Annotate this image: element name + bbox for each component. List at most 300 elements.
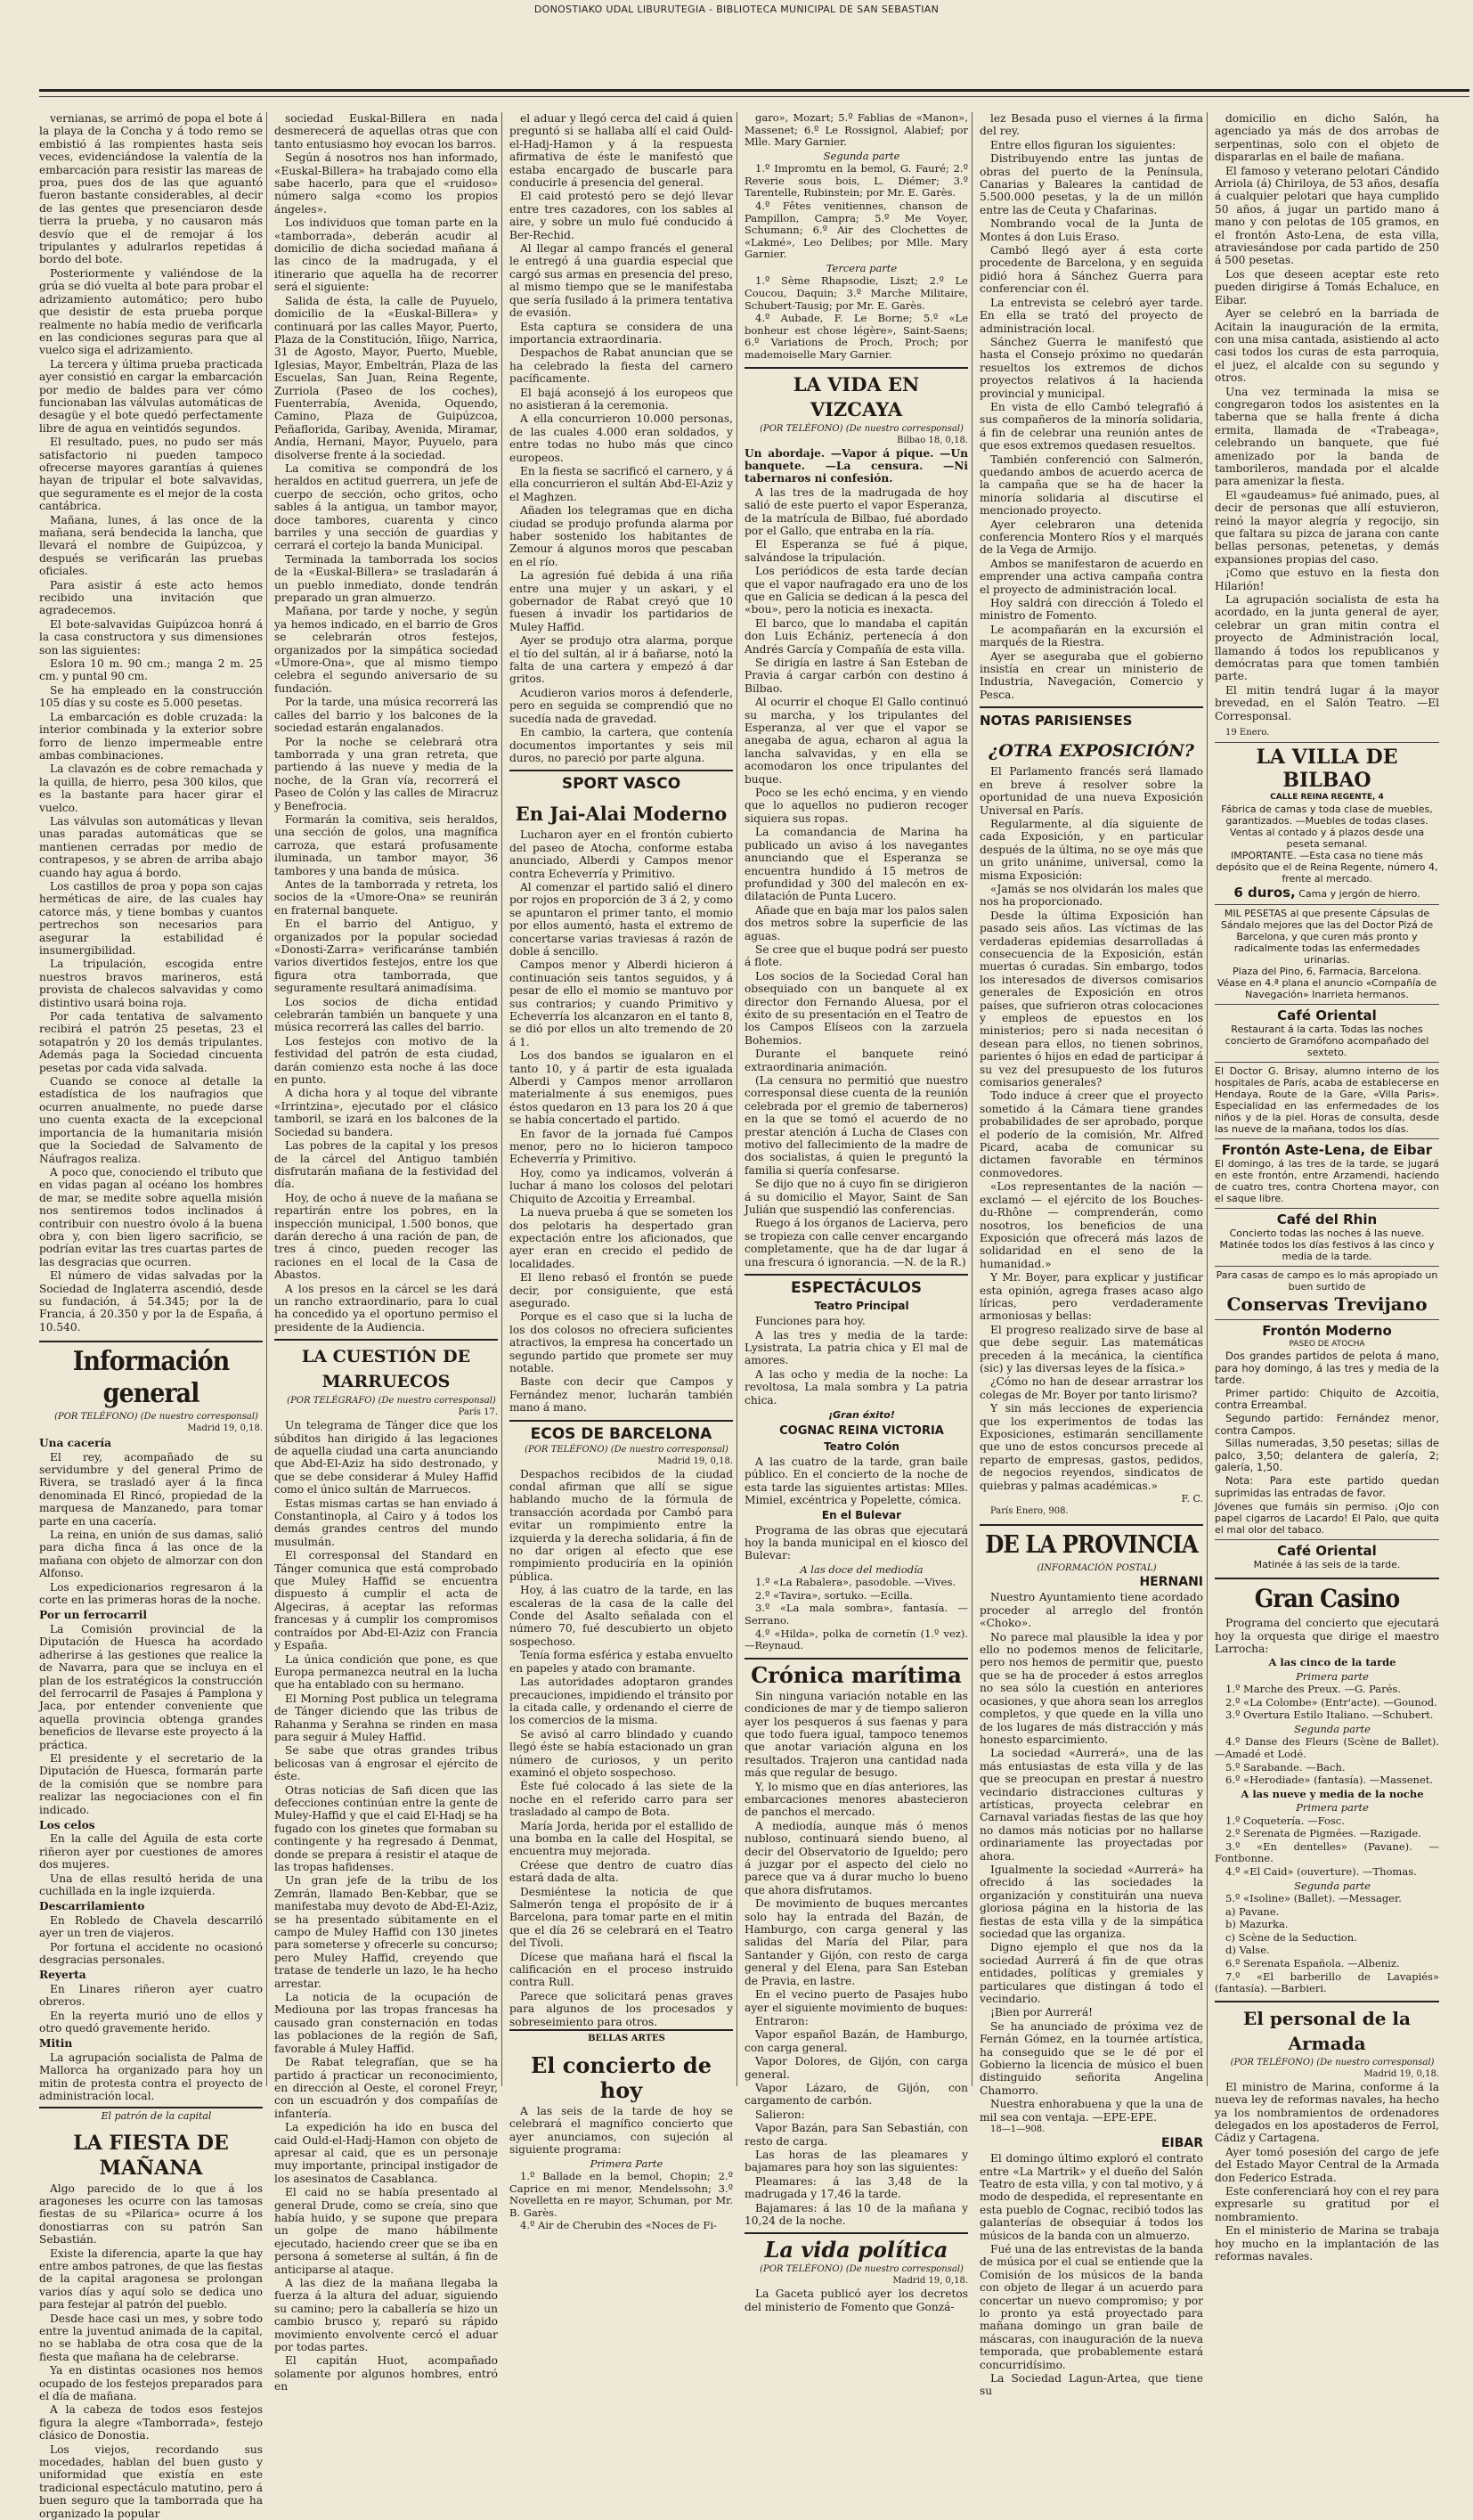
library-credit: DONOSTIAKO UDAL LIBURUTEGIA - BIBLIOTECA MUNICIPAL DE SAN SEBASTIAN (0, 4, 1473, 15)
notas-date: París Enero, 908. (980, 1506, 1203, 1517)
program-item: 1.º Impromtu en la bemol, G. Fauré; 2.º Reverie sous bois, L. Diémer; 3.º Tarentelle, Rubinstein; por Mr. E. Garès. (745, 163, 968, 200)
paragraph: Nombrando vocal de la Junta de Montes á don Luis Eraso. (980, 217, 1203, 243)
paragraph: Eslora 10 m. 90 cm.; manga 2 m. 25 cm. y puntal 90 cm. (39, 657, 263, 683)
paragraph: Formarán la comitiva, seis heraldos, una sección de golos, una magnífica carroza, que estará profusamente iluminada, un tambor mayor, 36 tambores y una banda de música. (274, 813, 498, 877)
paragraph: domicilio en dicho Salón, ha agenciado ya más de dos arrobas de serpentinas, solo con el objeto de dispararlas en el baile de mañana. (1215, 112, 1439, 164)
paragraph: Créese que dentro de cuatro días estará dada de alta. (509, 1859, 733, 1885)
paragraph: La noticia de la ocupación de Mediouna por las tropas francesas ha causado gran consternación en todas las poblaciones de la región de Safi, favorable á Muley Haffid. (274, 1991, 498, 2055)
program-item: 6.º «Herodiade» (fantasía). —Massenet. (1215, 1774, 1439, 1787)
info-item-text: El rey, acompañado de su servidumbre y del general Primo de Rivera, se trasladó ayer á la finca denominada El Rincó, propiedad de la marquesa de Manzanedo, para tomar parte en una cacería. (39, 1451, 263, 1528)
program-item: 4.º «Hilda», polka de cornetín (1.º vez). —Reynaud. (745, 1628, 968, 1652)
bellas-kicker: BELLAS ARTES (509, 2029, 733, 2044)
ecos-subheading: (POR TELÉFONO) (De nuestro corresponsal) (509, 1445, 733, 1456)
paragraph: Añade que en baja mar los palos salen dos metros sobre la superficie de las aguas. (745, 904, 968, 942)
fm-line: Primer partido: Chiquito de Azcoitia, contra Erreambal. (1215, 1388, 1439, 1412)
paragraph: Una vez terminada la misa se congregaron todos los asistentes en la taberna que se halla frente á dicha ermita, llamada de «Trabeaga», celebrando un banquete, que fué amenizado por la banda de tamborileros, mandada por el alcalde para amenizar la fiesta. (1215, 386, 1439, 488)
politica-article (980, 112, 1203, 701)
paragraph: Según á nosotros nos han informado, «Euskal-Billera» ha trabajado como ella sabe hacerlo, para que el «ruidoso» número salga «como los propios ángeles». (274, 151, 498, 216)
paragraph: Ayer tomó posesión del cargo de jefe del Estado Mayor Central de la Armada don Federico Estrada. (1215, 2146, 1439, 2184)
paragraph: «Los representantes de la nación — exclamó — el ejército de los Bouches-du-Rhône — comprenderán, como nosotros, los beneficios de una Exposición que ofrecerá más lazos de solidaridad en el seno de la humanidad.» (980, 1180, 1203, 1270)
paragraph: Hoy, á las cuatro de la tarde, en las escaleras de la casa de la calle del Conde del Asalto señalada con el número 70, fué descubierto un objeto sospechoso. (509, 1584, 733, 1648)
program-item: 1.º «La Rabalera», pasodoble. —Vives. (745, 1577, 968, 1589)
paragraph: Vapor español Bazán, de Hamburgo, con carga general. (745, 2028, 968, 2054)
column-6 (1215, 112, 1443, 2086)
paragraph: Las horas de las pleamares y bajamares para hoy son las siguientes: (745, 2149, 968, 2174)
paragraph: Hoy saldrá con dirección á Toledo el ministro de Fomento. (980, 597, 1203, 623)
paragraph: Ayer se celebró en la barriada de Acitain la inauguración de la ermita, con una misa cantada, asistiendo al acto casi todos los curas de esta parroquia, el juez, el alcalde con su segundo y otros. (1215, 307, 1439, 384)
paragraph: Los castillos de proa y popa son cajas herméticas de aire, de las cuales hay catorce más, y tiene bombas y cuantos pertrechos son necesarios para asegurar la estabilidad é insumergibilidad. (39, 880, 263, 957)
paragraph: Se ha empleado en la construcción 105 días y su coste es 5.000 pesetas. (39, 684, 263, 710)
paragraph: Igualmente la sociedad «Aurrerá» ha ofrecido á las sociedades la organización y constituirán una nueva gloriosa página en la historia de las fiestas de esta villa y de la simpática sociedad que las organiza. (980, 1863, 1203, 1940)
paragraph: Lucharon ayer en el frontón cubierto del paseo de Atocha, conforme estaba anunciado, Alberdi y Campos menor contra Echeverría y Primitivo. (509, 828, 733, 880)
program-item: 7.º «El barberillo de Lavapiés» (fantasía). —Barbieri. (1215, 1971, 1439, 1995)
paragraph: El progreso realizado sirve de base al que debe seguir. Las matemáticas preceden á la mecánica, la científica (sic) y las diversas leyes de la física.» (980, 1324, 1203, 1375)
concert-part-3: Tercera parte (745, 262, 968, 274)
notas-signoff: F. C. (980, 1493, 1203, 1505)
vida-dateline: Madrid 19, 0,18. (745, 2276, 968, 2287)
paragraph: Este conferenciará hoy con el rey para expresarle su gratitud por el nombramiento. (1215, 2185, 1439, 2223)
paragraph: Durante el banquete reinó extraordinaria animación. (745, 1048, 968, 1073)
provincia-article (980, 1591, 1203, 2124)
program-item: 2.º «Tavira», sortuko. —Ecilla. (745, 1590, 968, 1603)
cafe2-text: Matinée á las seis de la tarde. (1215, 1559, 1439, 1570)
paragraph: En vista de ello Cambó telegrafió á sus compañeros de la minoría solidaria, á fin de celebrar una reunión antes de que esos extremos quedasen resueltos. (980, 401, 1203, 453)
paragraph: Las pobres de la capital y los presos de la cárcel del Antiguo también disfrutarán mañana de la festividad del día. (274, 1139, 498, 1191)
casino-part-2: Segunda parte (1215, 1723, 1439, 1735)
paragraph: Los individuos que toman parte en la «tamborrada», deberán acudir al domicilio de dicha sociedad mañana á las cinco de la madrugada, y el itinerario que aquella ha de recorrer será el siguiente: (274, 216, 498, 293)
column-3 (509, 112, 737, 2086)
paragraph: María Jorda, herida por el estallido de una bomba en la calle del Hospital, se encuentra muy mejorada. (509, 1820, 733, 1858)
paragraph: Ruego á los órganos de Lacierva, pero se tropieza con calle cenver encargando completamente, que ha de dar lugar á una frescura ó ignorancia. —N. de la R.) (745, 1217, 968, 1268)
bulevar-heading: En el Bulevar (745, 1508, 968, 1523)
paragraph: lez Besada puso el viernes á la firma del rey. (980, 112, 1203, 138)
caid-article (509, 112, 733, 764)
program-item: 2.º Serenata de Pigmées. —Razigade. (1215, 1828, 1439, 1840)
paragraph: Porque es el caso que si la lucha de los dos colosos no ofreciera suficientes atractivos, la empresa ha concertado un segundo partido que promete ser muy notable. (509, 1310, 733, 1374)
info-item-text: En Linares riñeron ayer cuatro obreros. (39, 1983, 263, 2009)
paragraph: Los socios de dicha entidad celebrarán también un banquete y una música recorrerá las calles del barrio. (274, 996, 498, 1034)
cognac-ad: COGNAC REINA VICTORIA (745, 1423, 968, 1439)
concert-part-2: Segunda parte (745, 150, 968, 162)
paragraph: El barco, que lo mandaba el capitán don Luis Echániz, pertenecía á don Andrés García y Compañía de esta villa. (745, 617, 968, 656)
info-heading: Información general (39, 1341, 263, 1410)
info-item-text: En la calle del Águila de esta corte riñeron ayer por cuestiones de amores dos mujeres. (39, 1832, 263, 1871)
paragraph: (La censura no permitió que nuestro corresponsal diese cuenta de la reunión celebrada por el gremio de taberneros) en la que se tomó el acuerdo de no prestar atención á Lucha de Clases con motivo del fallecimiento de la madre de dos socialistas, á quien le preguntó la familia si quería confesarse. (745, 1074, 968, 1177)
colon-text: A las cuatro de la tarde, gran baile público. En el concierto de la noche de esta tarde las siguientes artistas: Mlles. Mimiel, excéntrica y Popelette, cómica. (745, 1456, 968, 1507)
concert-program-2 (745, 163, 968, 261)
paragraph: De movimiento de buques mercantes solo hay la entrada del Bazán, de Hamburgo, con carga general y las salidas del María del Pilar, para Santander y Gijón, con resto de carga general y del Elena, para San Esteban de Pravia, en lastre. (745, 1897, 968, 1987)
paragraph: El lleno rebasó el frontón se puede decir, por consiguiente, que está asegurado. (509, 1271, 733, 1309)
column-2 (274, 112, 502, 2086)
cronica-article (745, 1690, 968, 2228)
paragraph: Se dirigía en lastre á San Esteban de Pravia á cargar carbón con destino á Bilbao. (745, 657, 968, 695)
theatre-principal: Teatro Principal (745, 1299, 968, 1314)
paragraph: El resultado, pues, no pudo ser más satisfactorio ni pueden tampoco ofrecerse mayores garantías á quienes hayan de tripular el bote salvavidas, que seguramente es el mejor de la costa cantábrica. (39, 436, 263, 512)
program-item: 2.º «La Colombe» (Entr'acte). —Gounod. (1215, 1697, 1439, 1709)
paragraph: Otras noticias de Safi dicen que las defecciones continúan entre la gente de Muley-Haffid y que el caid El-Hadj se ha fugado con los ginetes que formaban su contingente y ha regresado á Denmat, donde se prepara á resistir el ataque de las tropas hafidenses. (274, 1784, 498, 1874)
column-5 (980, 112, 1208, 2086)
fiesta-heading: LA FIESTA DE MAÑANA (39, 2127, 263, 2181)
info-items (39, 1437, 263, 2102)
program-item: 3.º «La mala sombra», fantasía. —Serrano. (745, 1603, 968, 1627)
ecos-dateline: Madrid 19, 0,18. (509, 1456, 733, 1467)
info-item-title: Los celos (39, 1819, 263, 1831)
info-item-text: La Comisión provincial de la Diputación de Huesca ha acordado adherirse á las gestiones que realice la de Navarra, para que se incluya en el plan de los estratégicos la construcción del ferrocarril de Pasajes á Pamplona y Jaca, por entender conveniente que aquella provincia obtenga grandes beneficios de llevarse este proyecto á la práctica. (39, 1623, 263, 1751)
paragraph: Despachos recibidos de la ciudad condal afirman que allí se sigue hablando mucho de la fórmula de transacción acordada por Cambó para evitar un rompimiento entre la izquierda y la derecha solidaria, á fin de no dar origen al efecto que ese rompimiento produciría en la opinión pública. (509, 1468, 733, 1584)
paragraph: La agrupación socialista de esta ha acordado, en la junta general de ayer, celebrar un gran mitin contra el proyecto de Administración local, llamando á todos los republicanos y demócratas para que tomen también parte. (1215, 593, 1439, 683)
paragraph: ¡Bien por Aurrerá! (980, 2006, 1203, 2018)
paragraph: Se cree que el buque podrá ser puesto á flote. (745, 943, 968, 969)
notas-heading: NOTAS PARISIENSES (980, 706, 1203, 730)
paragraph: Regularmente, al día siguiente de cada Exposición, y en particular después de la última, no se oye más que un grito unánime, universal, como la misma Exposición: (980, 818, 1203, 882)
program-item: 3.º Overtura Estilo Italiano. —Schubert. (1215, 1709, 1439, 1722)
paragraph: Poco se les echó encima, y en viendo que lo aquellos no pudieron recoger siquiera sus ropas. (745, 787, 968, 825)
paragraph: El domingo último exploró el contrato entre «La Martrik» y el dueño del Salón Teatro de esta villa, y con tal motivo, y á modo de despedida, el representante en esta pueblo de Cognac, recibió todos las galanterías de obsequiar á todos los músicos de la banda con un almuerzo. (980, 2152, 1203, 2242)
paragraph: Nuestro Ayuntamiento tiene acordado proceder al arreglo del frontón «Choko». (980, 1591, 1203, 1629)
villa-text-3: IMPORTANTE. —Esta casa no tiene más depósito que el de Reina Regente, número 4, frente al mercado. (1215, 850, 1439, 885)
program-item: 1.º Marche des Preux. —G. Parés. (1215, 1684, 1439, 1696)
doctor-ad (1215, 1062, 1439, 1135)
casino-session-1: A las cinco de la tarde (1215, 1656, 1439, 1668)
paragraph: Los que deseen aceptar este reto pueden dirigirse á Tomás Echaluce, en Eibar. (1215, 268, 1439, 306)
paragraph: La entrevista se celebró ayer tarde. En ella se trató del proyecto de administración local. (980, 297, 1203, 335)
bellas-intro: A las seis de la tarde de hoy se celebrará el magnífico concierto que ayer anunciamos, con sujeción al siguiente programa: (509, 2105, 733, 2157)
paragraph: La clavazón es de cobre remachada y la quilla, de hierro, pesa 300 kilos, que es la bastante para hacer girar el vuelco. (39, 763, 263, 814)
paragraph: «Jamás se nos olvidarán los males que nos ha proporcionado. (980, 883, 1203, 909)
paragraph: Le acompañarán en la excursión el marqués de la Riestra. (980, 624, 1203, 649)
paragraph: Desmiéntese la noticia de que Salmerón tenga el propósito de ir á Barcelona, para tomar parte en el mitin que el día 26 se celebrará en el Teatro del Tívoli. (509, 1886, 733, 1950)
paragraph: Entre ellos figuran los siguientes: (980, 139, 1203, 151)
paragraph: Y Mr. Boyer, para explicar y justificar esta opinión, agrega frases acaso algo líricas, pero verdaderamente armoniosas y bellas: (980, 1271, 1203, 1323)
villa-bilbao-ad (1215, 742, 1439, 901)
program-item: a) Pavane. (1215, 1906, 1439, 1919)
paragraph: Se avisó al carro blindado y cuando llegó éste se había estacionado un gran número de curiosos, y un perito examinó el objeto sospechoso. (509, 1728, 733, 1780)
fiesta-kicker: El patrón de la capital (39, 2107, 263, 2122)
paragraph: A ella concurrieron 10.000 personas, de las cuales 4.000 eran soldados, y entre todas no hubo más que cinco europeos. (509, 412, 733, 464)
paragraph: La nueva prueba á que se someten los dos pelotaris ha despertado gran expectación entre los aficionados, que ayer eran en crecido el pedido de localidades. (509, 1206, 733, 1270)
masthead-rule-thin (39, 96, 1469, 97)
paragraph: El número de vidas salvadas por la Sociedad de Inglaterra ascendió, desde su fundación, á 54.345; por la de Francia, á 20.350 y por la de España, á 10.540. (39, 1269, 263, 1333)
info-item-text: La agrupación socialista de Palma de Mallorca ha organizado para hoy un mitin de protesta contra el proyecto de administración local. (39, 2051, 263, 2103)
jovenes-text: Jóvenes que fumáis sin permiso. ¡Ojo con papel cigarros de Lacardo! El Palo, que quita el mal olor del tabaco. (1215, 1501, 1439, 1536)
paragraph: Por la tarde, una música recorrerá las calles del barrio y los balcones de la sociedad estarán engalanados. (274, 696, 498, 734)
paragraph: Ya en distintas ocasiones nos hemos ocupado de los festejos preparados para el día de mañana. (39, 2364, 263, 2402)
espectaculos-heading: ESPECTÁCULOS (745, 1274, 968, 1297)
program-item: 5.º Sarabande. —Bach. (1215, 1762, 1439, 1774)
paragraph: Las autoridades adoptaron grandes precauciones, impidiendo el tránsito por la citada calle, y ordenando el cierre de los comercios de la misma. (509, 1676, 733, 1727)
casino-program-4 (1215, 1893, 1439, 1995)
bellas-part: Primera Parte (509, 2157, 733, 2170)
paragraph: Esta captura se considera de una importancia extraordinaria. (509, 321, 733, 347)
casino-program-3 (1215, 1815, 1439, 1879)
fm-line: Segundo partido: Fernández menor, contra Campos. (1215, 1413, 1439, 1437)
paragraph: El bajá aconsejó á los europeos que no asistieran á la ceremonia. (509, 387, 733, 412)
espectaculos-list (745, 1315, 968, 1407)
paragraph: Ayer se produjo otra alarma, porque el tío del sultán, al ir á bañarse, notó la falta de una cartera y empezó á dar gritos. (509, 634, 733, 686)
armada-heading: El personal de la Armada (1215, 2001, 1439, 2056)
paragraph: La embarcación es doble cruzada: la interior combinada y la exterior sobre forro de lienzo impermeable entre ambas combinaciones. (39, 711, 263, 763)
info-item-text: Por fortuna el accidente no ocasionó desgracias personales. (39, 1941, 263, 1967)
cognac-kicker: ¡Gran éxito! (745, 1407, 968, 1423)
villa-address: CALLE REINA REGENTE, 4 (1215, 792, 1439, 803)
paragraph: Baste con decir que Campos y Fernández menor, lucharán también mano á mano. (509, 1375, 733, 1414)
paragraph: Despachos de Rabat anuncian que se ha celebrado la fiesta del carnero pacíficamente. (509, 347, 733, 385)
marruecos-heading: LA CUESTIÓN DE MARRUECOS (274, 1339, 498, 1394)
fm-subheading: PASEO DE ATOCHA (1215, 1339, 1439, 1350)
info-item-text: En Robledo de Chavela descarriló ayer un tren de viajeros. (39, 1914, 263, 1940)
fronton-moderno-ad (1215, 1319, 1439, 1536)
villa-price: 6 duros, (1233, 885, 1295, 901)
paragraph: El caid protestó pero se dejó llevar entre tres cazadores, con los sables al aire, y sobre un mulo fué conducido á Ber-Rechid. (509, 190, 733, 241)
boat-article (39, 112, 263, 1333)
eibar-article (980, 2152, 1203, 2398)
paragraph: A los presos en la cárcel se les dará un rancho extraordinario, para lo cual ha concedido ya el oportuno permiso el presidente de la Audiencia. (274, 1283, 498, 1334)
paragraph: Terminada la tamborrada los socios de la «Euskal-Billera» se trasladarán á un pueblo inmediato, donde tendrán preparado un gran almuerzo. (274, 553, 498, 605)
sandalo-text: MIL PESETAS al que presente Cápsulas de Sándalo mejores que las del Doctor Pizá de Barcelona, y que curen más pronto y radicalmente todas las enfermedades urinarias. (1215, 908, 1439, 966)
paragraph: A la cabeza de todos esos festejos figura la alegre «Tamborrada», festejo clásico de Donostia. (39, 2403, 263, 2442)
paragraph: La sociedad «Aurrerá», una de las más entusiastas de esta villa y de las que se preocupan en prestar á nuestro vecindario distracciones culturas y artísticas, proyecta celebrar en Carnaval variadas fiestas de las que hoy no damos más noticias por no hallarse ordinariamente las proyectadas por ahora. (980, 1747, 1203, 1863)
paragraph: La tripulación, escogida entre nuestros bravos marineros, está provista de chalecos salvavidas y como distintivo usará boina roja. (39, 958, 263, 1009)
marruecos-article (274, 1419, 498, 2393)
paragraph: vernianas, se arrimó de popa el bote á la playa de la Concha y á todo remo se embistió á las rompientes hasta seis veces, evidenciándose la valentía de la embarcación para resistir las mareas de proa, pues dos de las que aguantó fueron bastante considerables, al decir de las gentes que presenciaron desde tierra la prueba, y no causaron más desvío que el de remojar á los tripulantes y adulrarlos repetidas á bordo del bote. (39, 112, 263, 266)
paragraph: El «gaudeamus» fué animado, pues, al decir de personas que allí estuvieron, reinó la mayor alegría y regocijo, sin que faltara su pizca de jarana con cante bellas personas, petenetas, y demás expansiones propias del caso. (1215, 489, 1439, 566)
paragraph: Y sin más lecciones de experiencia que los experimentos de todas las Exposiciones, estimarán sencillamente que uno de estos concursos precede al reparto de empresas, gastos, pedidos, de negocios reyendos, sindicatos de quiebras y palmas académicas.» (980, 1402, 1203, 1492)
notas-subheading: ¿OTRA EXPOSICIÓN? (980, 735, 1203, 763)
vida-subheading: (POR TELÉFONO) (De nuestro corresponsal) (745, 2264, 968, 2275)
program-item: 4.º «El Caid» (ouverture). —Thomas. (1215, 1866, 1439, 1879)
program-item: 6.º Serenata Española. —Albeniz. (1215, 1958, 1439, 1970)
paragraph: A las tres de la madrugada de hoy salió de este puerto el vapor Esperanza, de la matrícula de Bilbao, fué abordado por el Gallo, que entraba en la ría. (745, 486, 968, 538)
paragraph: A poco que, conociendo el tributo que en vidas pagan al océano los hombres de mar, se medite sobre aquella misión nos sentiremos todos inclinados á contribuir con nuestro óvolo á la buena obra y, con bien ligero sacrificio, se podrían evitar las tres cuartas partes de las desgracias que ocurren. (39, 1166, 263, 1268)
sport-kicker: SPORT VASCO (509, 770, 733, 793)
paragraph: Se sabe que otras grandes tribus belicosas van á engrosar el ejército de éste. (274, 1744, 498, 1782)
sport-heading: En Jai-Alai Moderno (509, 798, 733, 827)
vizcaya-lead: Un abordaje. —Vapor á pique. —Un banquete. —La censura. —Ni tabernaros ni confesión. (745, 447, 968, 485)
eibar-heading: EIBAR (980, 2136, 1203, 2151)
paragraph: La agresión fué debida á una riña entre una mujer y un askari, y el gobernador de Rabat creyó que 10 fuesen á invadir los partidarios de Muley Haffid. (509, 569, 733, 633)
paragraph: Bajamares: á las 10 de la mañana y 10,24 de la noche. (745, 2202, 968, 2228)
paragraph: Por cada tentativa de salvamento recibirá el patrón 25 pesetas, 23 el sotapatrón y 20 los demás tripulantes. Además paga la Sociedad cincuenta pesetas por cada vida salvada. (39, 1010, 263, 1074)
program-item: 1.º Coquetería. —Fosc. (1215, 1815, 1439, 1828)
paragraph: El famoso y veterano pelotari Cándido Arriola (á) Chiriloya, de 53 años, desafía á cualquier pelotari que haya cumplido 50 años, á jugar un partido mano á mano y con pelotas de 105 gramos, en el frontón Asto-Lena, de esta villa, atraviesándose por cada partido de 250 á 500 pesetas. (1215, 165, 1439, 267)
vida-heading: La vida política (745, 2232, 968, 2263)
paragraph: Los periódicos de esta tarde decían que el vapor naufragado era uno de los que en Galicia se dedican á la pesca del «bou», pero la noticia es inexacta. (745, 565, 968, 616)
paragraph: A las diez de la mañana llegaba la fuerza á la altura del aduar, siguiendo su camino; pero la caballería se hizo un cambio brusco y, reparó su rápido movimiento envolvente cercó el aduar por todas partes. (274, 2277, 498, 2353)
paragraph: A mediodía, aunque más ó menos nubloso, continuará siendo bueno, al decir del Observatorio de Igueldo; pero á juzgar por el aspecto del cielo no parece que va á durar mucho lo bueno que ahora disfrutamos. (745, 1820, 968, 1896)
paragraph: En la fiesta se sacrificó el carnero, y á ella concurrieron el sultán Abd-El-Aziz y el Maghzen. (509, 465, 733, 503)
casino-heading: Gran Casino (1215, 1578, 1439, 1615)
casino-part-4: Segunda parte (1215, 1880, 1439, 1892)
paragraph: Éste fué colocado á las siete de la noche en el referido carro para ser trasladado al campo de Bota. (509, 1780, 733, 1818)
paragraph: Hoy, como ya indicamos, volverán á luchar á mano los colosos del pelotari Chiquito de Azcoitia y Erreambal. (509, 1167, 733, 1205)
paragraph: Los festejos con motivo de la festividad del patrón de esta ciudad, darán comienzo esta noche á las doce en punto. (274, 1035, 498, 1087)
info-item-text: Los expedicionarios regresaron á la corte en las primeras horas de la noche. (39, 1581, 263, 1607)
bulevar-text: Programa de las obras que ejecutará hoy la banda municipal en el kiosco del Bulevar: (745, 1524, 968, 1562)
column-1 (39, 112, 267, 2086)
concert-program-1 (745, 112, 968, 149)
fm-line: Sillas numeradas, 3,50 pesetas; sillas de palco, 3,50; delantera de galería, 2; galería, 1,50. (1215, 1438, 1439, 1474)
paragraph: Y, lo mismo que en días anteriores, las embarcaciones menores abastecieron de panchos el mercado. (745, 1781, 968, 1819)
armada-subheading: (POR TELÉFONO) (De nuestro corresponsal) (1215, 2058, 1439, 2068)
paragraph: La Sociedad Lagun-Artea, que tiene su (980, 2372, 1203, 2398)
paragraph: Al comenzar el partido salió el dinero por rojos en proporción de 3 á 2, y como se apuntaron el primer tanto, el momio por ellos aumentó, hasta el extremo de concertarse varias traviesas á razón de doble á sencillo. (509, 881, 733, 958)
paragraph: Sin ninguna variación notable en las condiciones de mar y de tiempo salieron ayer los pesqueros á sus faenas y para que todo fuera igual, tampoco tenemos que anotar variación alguna en los resultados. Trajeron una cantidad nada más que regular de besugo. (745, 1690, 968, 1780)
paragraph: Vapor Lázaro, de Gijón, con cargamento de carbón. (745, 2082, 968, 2108)
paragraph: Se dijo que no á cuyo fin se dirigieron á su domicilio el Mayor, Saint de San Julián que suspendió las conferencias. (745, 1178, 968, 1216)
paragraph: Nuestra enhorabuena y que la una de mil sea con ventaja. —EPE-EPE. (980, 2098, 1203, 2124)
paragraph: Los socios de la Sociedad Coral han obsequiado con un banquete al ex director don Fernando Aluesa, por el éxito de su presentación en el Teatro de los Campos Elíseos con la zarzuela Bohemios. (745, 970, 968, 1047)
paragraph: Salieron: (745, 2108, 968, 2121)
info-item-text: En la reyerta murió uno de ellos y otro quedó gravemente herido. (39, 2010, 263, 2035)
paragraph: ¡Como que estuvo en la fiesta don Hilarión! (1215, 567, 1439, 592)
ecos-article (509, 1468, 733, 2028)
paragraph: Añaden los telegramas que en dicha ciudad se produjo profunda alarma por haber sostenido los habitantes de Zemour á algunos moros que pescaban en el río. (509, 504, 733, 568)
paragraph: En el barrio del Antiguo, y organizados por la popular sociedad «Donosti-Zarra» verificaránse también varios divertidos festejos, entre los que figura otra tamborrada, que seguramente resultará animadísima. (274, 917, 498, 994)
paragraph: El caid no se había presentado al general Drude, como se creía, sino que había huido, y se supone que prepara un golpe de mano hábilmente ejecutado, haciendo creer que se iba en persona á someterse al sultán, á fin de anticiparse al ataque. (274, 2186, 498, 2276)
casino-intro: Programa del concierto que ejecutará hoy la orquesta que dirige el maestro Larrocha: (1215, 1617, 1439, 1655)
paragraph: El corresponsal del Standard en Tánger comunica que está comprobado que Muley Haffid se encuentra dispuesto á cumplir el acta de Algeciras, á aceptar las reformas francesas y á cumplir los compromisos contraídos por Abd-El-Aziz con Francia y España. (274, 1549, 498, 1651)
vizcaya-dateline: Bilbao 18, 0,18. (745, 436, 968, 446)
fm-line: Nota: Para este partido quedan suprimidas las entradas de favor. (1215, 1475, 1439, 1499)
info-item-title: Descarrilamiento (39, 1900, 263, 1912)
paragraph: El capitán Huot, acompañado solamente por algunos hombres, entró en (274, 2354, 498, 2393)
vizcaya-subheading: (POR TELÉFONO) (De nuestro corresponsal) (745, 424, 968, 435)
paragraph: El ministro de Marina, conforme á la nueva ley de reformas navales, ha hecho ya los nombramientos de ordenadores delegados en los apostaderos de Ferrol, Cádiz y Cartagena. (1215, 2081, 1439, 2145)
paragraph: Todo induce á creer que el proyecto sometido á la Cámara tiene grandes probabilidades de ser aprobado, porque el poderío de la comisión, Mr. Alfred Picard, acaba de comunicar su dictamen favorable en términos conmovedores. (980, 1089, 1203, 1179)
casino-session-2: A las nueve y media de la noche (1215, 1788, 1439, 1800)
program-item: c) Scène de la Seduction. (1215, 1932, 1439, 1945)
paragraph: A dicha hora y al toque del vibrante «Irrintzina», ejecutado por el clásico tamboril, se izará en los balcones de la Sociedad su bandera. (274, 1087, 498, 1138)
paragraph: Hoy, de ocho á nueve de la mañana se repartirán entre los pobres, en la inspección municipal, 1.500 bonos, que darán derecho á una ración de pan, de tres á cinco, pueden recoger las raciones en el local de la Casa de Abastos. (274, 1192, 498, 1282)
info-item-text: Una de ellas resultó herida de una cuchillada en la ingle izquierda. (39, 1872, 263, 1898)
paragraph: Por la noche se celebrará otra tamborrada y una gran retreta, que partiendo á las nueve y media de la noche, de la Gran vía, recorrerá el Paseo de Colón y las calles de Miracruz y Benefrocia. (274, 736, 498, 812)
villa-heading: LA VILLA DE BILBAO (1215, 746, 1439, 792)
paragraph: Ayer celebraron una detenida conferencia Montero Ríos y el marqués de la Vega de Armijo. (980, 518, 1203, 557)
paragraph: El Morning Post publica un telegrama de Tánger diciendo que las tribus de Rahanma y Serahna se rinden en masa para seguir á Muley Haffid. (274, 1692, 498, 1744)
paragraph: El mitin tendrá lugar á la mayor brevedad, en el Salón Teatro. —El Corresponsal. (1215, 684, 1439, 722)
casino-program-2 (1215, 1736, 1439, 1786)
provincia-heading: DE LA PROVINCIA (980, 1524, 1203, 1562)
sandalo-address: Plaza del Pino, 6, Farmacia, Barcelona. (1215, 966, 1439, 977)
program-item: 1.º Ballade en la bemol, Chopin; 2.º Caprice en mi menor, Mendelssohn; 3.º Novelletta en re mayor, Schuman, por Mr. B. Garès. (509, 2171, 733, 2219)
armada-dateline: Madrid 19, 0,18. (1215, 2069, 1439, 2080)
paragraph: A las ocho y media de la noche: La revoltosa, La mala sombra y La patria chica. (745, 1368, 968, 1407)
fronton-eibar-ad (1215, 1138, 1439, 1204)
bellas-program (509, 2171, 733, 2232)
fm-line: Dos grandes partidos de pelota á mano, para hoy domingo, á las tres y media de la tarde. (1215, 1350, 1439, 1387)
paragraph: Tenía forma esférica y estaba envuelto en papeles y atado con bramante. (509, 1649, 733, 1675)
vida-text: La Gaceta publicó ayer los decretos del ministerio de Fomento que Gonzá- (745, 2288, 968, 2313)
doctor-text: El Doctor G. Brisay, alumno interno de los hospitales de París, acaba de establecerse en Hendaya, Route de la Gare, «Villa Paris». Especialidad en las enfermedades de los niños y de la piel. Horas de consulta, desde las nueve de la mañana, todos los días. (1215, 1065, 1439, 1135)
paragraph: A las tres y media de la tarde: Lysistrata, La patria chica y El mal de amores. (745, 1329, 968, 1367)
paragraph: Un telegrama de Tánger dice que los súbditos han dirigido á las legaciones de aquella ciudad una carta anunciando que Abd-El-Aziz ha sido destronado, y que se debe considerar á Muley Haffid como el único sultán de Marruecos. (274, 1419, 498, 1496)
paragraph: Pleamares: á las 3,48 de la madrugada y 17,46 la tarde. (745, 2175, 968, 2201)
paragraph: Un gran jefe de la tribu de los Zemrán, llamado Ben-Kebbar, que se manifestaba muy devoto de Abd-El-Aziz, se ha presentado súbitamente en el campo de Muley Haffid con 130 jinetes para someterse y ofrecerle su concurso; pero Muley Haffid, creyendo que tratase de tenderle un lazo, le ha hecho arrestar. (274, 1874, 498, 1990)
sandalo-ad (1215, 904, 1439, 1000)
rhin-heading: Café del Rhin (1215, 1211, 1439, 1227)
provincia-town: HERNANI (980, 1575, 1203, 1590)
vizcaya-article (745, 486, 968, 1268)
casino-part-1: Primera parte (1215, 1670, 1439, 1683)
program-item: garo», Mozart; 5.º Fablias de «Manon», Massenet; 6.º Le Rossignol, Alabief; por Mlle. Mary Garnier. (745, 112, 968, 149)
cafe-heading: Café Oriental (1215, 1007, 1439, 1023)
paragraph: En favor de la jornada fué Campos menor, pero no lo hicieron tampoco Echeverría y Primitivo. (509, 1128, 733, 1166)
cafe2-heading: Café Oriental (1215, 1543, 1439, 1559)
notas-article (980, 765, 1203, 1492)
paragraph: Digno ejemplo el que nos da la sociedad Aurrerá á fin de que otras entidades, políticas y gremiales y particulares que distingan á todo el vecindario. (980, 1941, 1203, 2005)
info-item-title: Por un ferrocarril (39, 1609, 263, 1621)
rhin-text: Concierto todas las noches á las nueve. Matinée todos los días festivos á las cinco y media de la tarde. (1215, 1227, 1439, 1262)
paragraph: La comandancia de Marina ha publicado un aviso á los navegantes anunciando que el Esperanza se encuentra hundido á 15 metros de profundidad y 300 del malecón en ex-dilatación de Punta Lucero. (745, 826, 968, 902)
info-subheading: (POR TELÉFONO) (De nuestro corresponsal) (39, 1412, 263, 1423)
ecos-heading: ECOS DE BARCELONA (509, 1420, 733, 1443)
villa-text-1: Fábrica de camas y toda clase de muebles, garantizados. —Muebles de todas clases. (1215, 803, 1439, 827)
paragraph: Mañana, lunes, á las once de la mañana, será bendecida la lancha, que llevará el nombre de Guipúzcoa, y después se verificarán las pruebas oficiales. (39, 514, 263, 578)
villa-text-2: Ventas al contado y á plazos desde una peseta semanal. (1215, 827, 1439, 850)
program-item: 1.º Sème Rhapsodie, Liszt; 2.º Le Coucou, Daquin; 3.º Marche Militaire, Schubert-Tausig; por Mr. E. Garès. (745, 275, 968, 312)
paragraph: También conferenció con Salmerón, quedando ambos de acuerdo acerca de la campaña que se ha de hacer la minoría solidaria al discutirse el mencionado proyecto. (980, 453, 1203, 518)
cafe-text: Restaurant á la carta. Todas las noches concierto de Gramófono acompañado del sexteto. (1215, 1023, 1439, 1058)
eibar-date: 19 Enero. (1215, 728, 1439, 738)
vizcaya-heading: LA VIDA EN VIZCAYA (745, 367, 968, 422)
paragraph: Entraron: (745, 2015, 968, 2027)
paragraph: Acudieron varios moros á defenderle, pero en seguida se comprendió que no sucedía nada de gravedad. (509, 687, 733, 725)
paragraph: Campos menor y Alberdi hicieron á continuación seis tantos seguidos, y á pesar de ello el momio se mantuvo por sus contrarios; y cuando Primitivo y Echeverría los alcanzaron en el tanto 8, se dió por ellos un alto tremendo de 20 á 1. (509, 958, 733, 1048)
program-item: b) Mazurka. (1215, 1919, 1439, 1931)
paragraph: Desde hace casi un mes, y sobre todo entre la juventud animada de la capital, no se hablaba de otra cosa que de la fiesta que mañana ha de celebrarse. (39, 2312, 263, 2364)
paragraph: En cambio, la cartera, que contenía documentos importantes y seis mil duros, no pareció por parte alguna. (509, 726, 733, 764)
program-item: 4.º Air de Cherubin des «Noces de Fi- (509, 2220, 733, 2232)
paragraph: Algo parecido de lo que á los aragoneses les ocurre con las tamosas fiestas de su «Pilarica» ocurre á los donostiarras con su patrón San Sebastián. (39, 2182, 263, 2247)
program-item: 4.º Danse des Fleurs (Scène de Ballet). —Amadé et Lodé. (1215, 1736, 1439, 1760)
paragraph: sociedad Euskal-Billera en nada desmerecerá de aquellas otras que con tanto entusiasmo hoy evocan los barros. (274, 112, 498, 151)
paragraph: El Parlamento francés será llamado en breve á resolver sobre la oportunidad de una nueva Exposición Universal en París. (980, 765, 1203, 817)
cafe-oriental-2-ad (1215, 1539, 1439, 1570)
bulevar-time: A las doce del mediodía (745, 1563, 968, 1576)
marruecos-dateline: París 17. (274, 1407, 498, 1418)
paragraph: Para asistir á este acto hemos recibido una invitación que agradecemos. (39, 579, 263, 617)
marruecos-subheading: (POR TELÉGRAFO) (De nuestro corresponsal) (274, 1396, 498, 1407)
paragraph: Al ocurrir el choque El Gallo continuó su marcha, y los tripulantes del Esperanza, al ver que el vapor se anegaba de agua, echaron al agua la lancha salvavidas, y en ella se acomodaron los once tripulantes del buque. (745, 696, 968, 786)
info-item-title: Reyerta (39, 1969, 263, 1981)
bulevar-program (745, 1577, 968, 1652)
paragraph: No parece mal plausible la idea y por ello no podemos menos de felicitarle, pero nos hemos de permitir que, puesto que se ha de proceder á estos arreglos no sea sólo la cuestión en anteriores ocasiones, y que ahora sean los arreglos completos, y que quede en la villa uno de los lugares de más distracción y más honesto esparcimiento. (980, 1631, 1203, 1747)
paragraph: Parece que solicitará penas graves para algunos de los procesados y sobreseimiento para otros. (509, 1990, 733, 2028)
paragraph: Las válvulas son automáticas y llevan unas paradas automáticas que se mantienen cerradas por medio de contrapesos, y se abren de arriba abajo cuando hay agua á bordo. (39, 815, 263, 879)
paragraph: Los dos bandos se igualaron en el tanto 10, y á partir de esta igualada Alberdi y Campos menor arrollaron materialmente á sus enemigos, pues éstos quedaron en 13 para los 20 á que se había concertado el partido. (509, 1049, 733, 1126)
info-item-text: El presidente y el secretario de la Diputación de Huesca, formarán parte de la comisión que se nombre para realizar las negociaciones con el fin indicado. (39, 1752, 263, 1816)
paragraph: De Rabat telegrafían, que se ha partido á practicar un reconocimiento, en dirección al Oeste, el coronel Freyr, con un escuadrón y dos compañías de infantería. (274, 2056, 498, 2120)
paragraph: Cambó llegó ayer á esta corte procedente de Barcelona, y en seguida pidió hora á Sánchez Guerra para conferenciar con él. (980, 244, 1203, 296)
fm-heading: Frontón Moderno (1215, 1323, 1439, 1339)
navegacion-note: Véase en 4.ª plana el anuncio «Compañía de Navegación» Inarrieta hermanos. (1215, 977, 1439, 1000)
paragraph: Vapor Dolores, de Gijón, con carga general. (745, 2055, 968, 2081)
tamborrada-article (274, 112, 498, 1333)
paragraph: El Esperanza se fué á pique, salvándose la tripulación. (745, 538, 968, 564)
paragraph: En el ministerio de Marina se trabaja hoy mucho en la implantación de las reformas navales. (1215, 2224, 1439, 2263)
paragraph: Los viejos, recordando sus mocedades, hablan del buen gusto y uniformidad que existía en este tradicional espectáculo matutino, pero á buen seguro que la tamborrada que ha organizado la popular (39, 2443, 263, 2520)
paragraph: La única condición que pone, es que Europa permanezca neutral en la lucha que ha entablado con su hermano. (274, 1653, 498, 1692)
paragraph: ¿Cómo no han de desear arrastrar los colegas de Mr. Boyer por tanto lirismo? (980, 1375, 1203, 1401)
fronton-text: El domingo, á las tres de la tarde, se jugará en este frontón, entre Arzamendi, haciendo de cuatro tres, contra Chortena mayor, con el saque libre. (1215, 1158, 1439, 1204)
program-item: d) Valse. (1215, 1945, 1439, 1957)
paragraph: La tercera y última prueba practicada ayer consistió en cargar la embarcación por medio de baldes para ver cómo funcionaban las válvulas automáticas de desagüe y el bote quedó perfectamente libre de agua en veintidós segundos. (39, 358, 263, 435)
cronica-heading: Crónica marítima (745, 1658, 968, 1688)
masthead-rule (39, 89, 1469, 92)
paragraph: Salida de ésta, la calle de Puyuelo, domicilio de la «Euskal-Billera» y continuará por las calles Mayor, Puerto, Plaza de la Constitución, Iñigo, Narrica, 31 de Agosto, Mayor, Puerto, Mueble, Iglesias, Mayor, Embeltrán, Plaza de las Escuelas, San Juan, Reina Regente, Zurriola (Paseo de los coches), Fuenterrabía, Avenida, Oquendo, Camino, Plaza de Guipúzcoa, Peñaflorida, Garibay, Avenida, Miramar, Andía, Hernani, Mayor, Puyuelo, para disolverse frente á la sociedad. (274, 295, 498, 461)
paragraph: el aduar y llegó cerca del caid á quien preguntó si se hallaba allí el caid Ould-el-Hadj-Hamon y á la respuesta afirmativa de éste le manifestó que estaba encargado de buscarle para conducirle á presencia del general. (509, 112, 733, 189)
provincia-subheading: (INFORMACIÓN POSTAL) (980, 1563, 1203, 1574)
